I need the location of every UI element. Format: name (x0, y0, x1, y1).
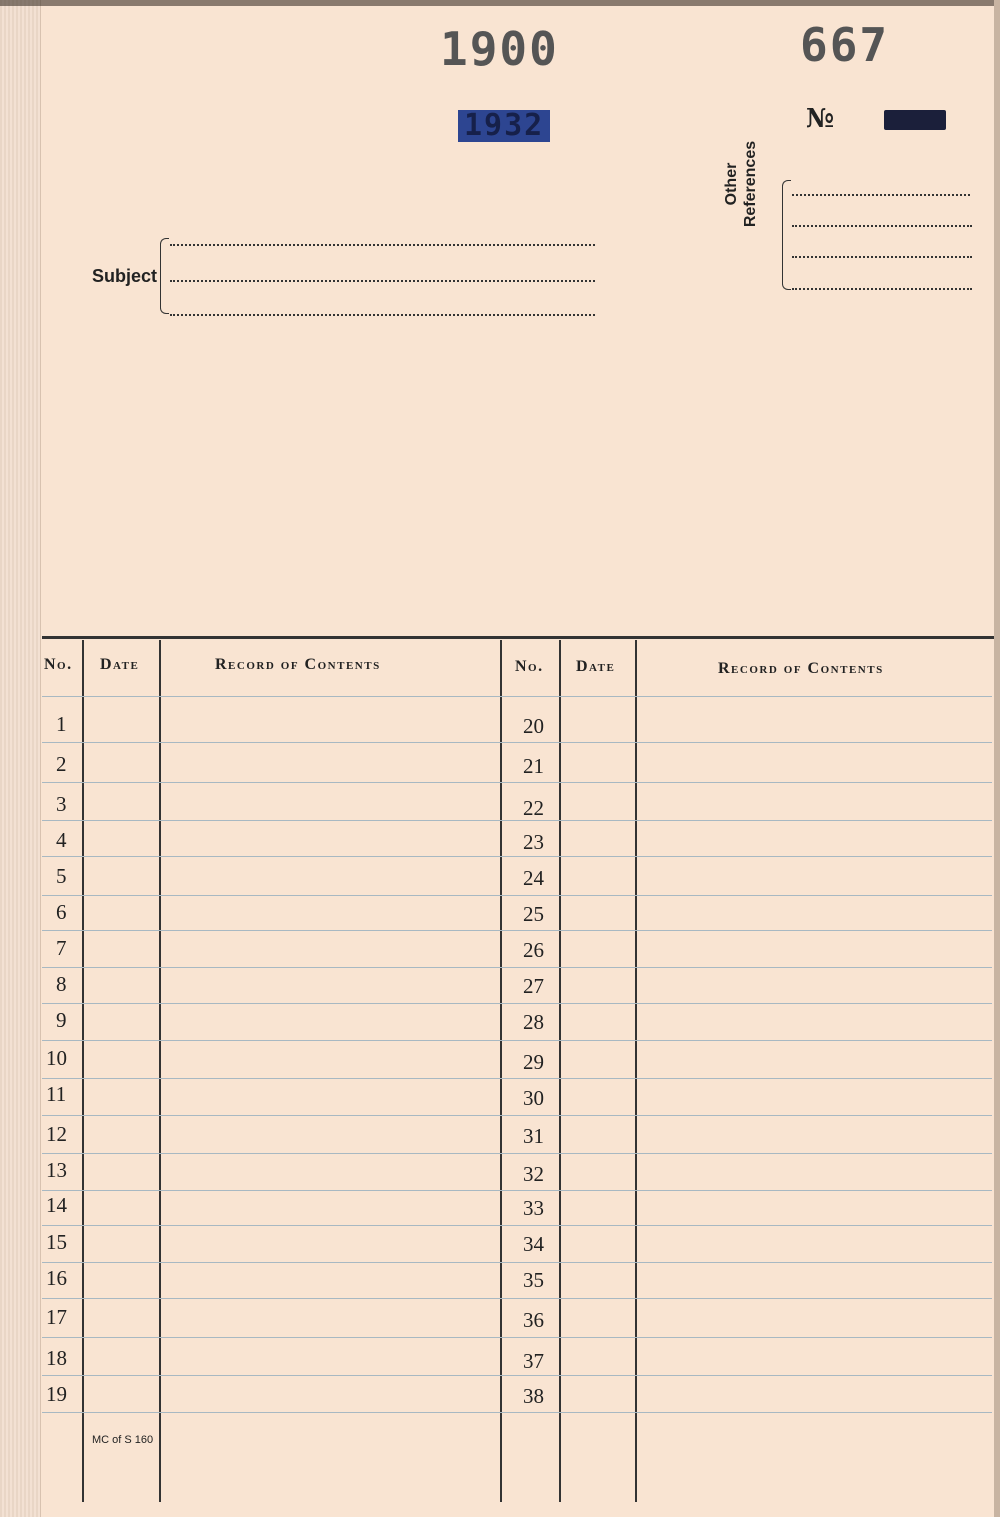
table-row-rule (42, 742, 992, 743)
table-row-rule (42, 1115, 992, 1116)
other-references-line2: References (742, 140, 759, 228)
right-row-number: 27 (523, 974, 544, 998)
right-row-number: 23 (523, 830, 544, 854)
left-row-number: 12 (46, 1122, 67, 1146)
left-row-number: 19 (46, 1382, 67, 1406)
col-divider-2 (159, 640, 161, 1502)
other-ref-line-3[interactable] (792, 256, 972, 258)
left-row-number: 16 (46, 1266, 67, 1290)
right-row-number: 30 (523, 1086, 544, 1110)
table-row-rule (42, 820, 992, 821)
stamp-year-top: 1900 (440, 22, 559, 76)
other-ref-line-4[interactable] (792, 288, 972, 290)
form-code: MC of S 160 (92, 1434, 154, 1446)
col-divider-5 (635, 640, 637, 1502)
right-row-number: 21 (523, 754, 544, 778)
table-row-rule (42, 1375, 992, 1376)
left-row-number: 15 (46, 1230, 67, 1254)
table-top-rule (42, 636, 994, 639)
left-row-number: 3 (56, 792, 67, 816)
binding-spine (0, 0, 41, 1517)
other-references-label (722, 136, 760, 232)
top-edge (0, 0, 1000, 6)
redacted-number (884, 110, 946, 130)
col-divider-3 (500, 640, 502, 1502)
left-row-number: 8 (56, 972, 67, 996)
right-row-number: 38 (523, 1384, 544, 1408)
left-row-number: 14 (46, 1193, 67, 1217)
subject-line-1[interactable] (170, 244, 595, 246)
left-row-number: 5 (56, 864, 67, 888)
right-row-number: 26 (523, 938, 544, 962)
left-contents-header: Record of Contents (215, 656, 381, 673)
table-row-rule (42, 1225, 992, 1226)
left-no-header: No. (44, 656, 73, 673)
table-row-rule (42, 1262, 992, 1263)
right-date-header: Date (576, 658, 616, 675)
right-row-number: 36 (523, 1308, 544, 1332)
left-row-number: 11 (46, 1082, 67, 1106)
subject-label: Subject (92, 266, 158, 286)
right-row-number: 33 (523, 1196, 544, 1220)
table-row-rule (42, 895, 992, 896)
left-row-number: 17 (46, 1305, 67, 1329)
stamp-year-right: 667 (800, 18, 890, 72)
other-references-brace (782, 180, 791, 290)
right-edge (994, 0, 1000, 1517)
left-row-number: 4 (56, 828, 67, 852)
right-contents-header: Record of Contents (718, 660, 884, 677)
table-row-rule (42, 1190, 992, 1191)
subject-line-3[interactable] (170, 314, 595, 316)
right-row-number: 20 (523, 714, 544, 738)
right-row-number: 28 (523, 1010, 544, 1034)
right-no-header: No. (515, 658, 544, 675)
table-row-rule (42, 1298, 992, 1299)
stamp-year-mid: 1932 (458, 110, 550, 142)
left-row-number: 18 (46, 1346, 67, 1370)
table-row-rule (42, 1153, 992, 1154)
right-row-number: 25 (523, 902, 544, 926)
table-row-rule (42, 1337, 992, 1338)
table-row-rule (42, 967, 992, 968)
right-row-number: 35 (523, 1268, 544, 1292)
subject-brace (160, 238, 169, 314)
table-row-rule (42, 1078, 992, 1079)
table-row-rule (42, 856, 992, 857)
file-number-label: № (806, 104, 835, 134)
left-row-number: 2 (56, 752, 67, 776)
left-row-number: 13 (46, 1158, 67, 1182)
col-divider-4 (559, 640, 561, 1502)
left-row-number: 7 (56, 936, 67, 960)
left-row-number: 10 (46, 1046, 67, 1070)
left-row-number: 9 (56, 1008, 67, 1032)
right-row-number: 29 (523, 1050, 544, 1074)
left-date-header: Date (100, 656, 140, 673)
table-row-rule (42, 930, 992, 931)
subject-line-2[interactable] (170, 280, 595, 282)
table-row-rule (42, 1040, 992, 1041)
table-row-rule (42, 1003, 992, 1004)
right-row-number: 22 (523, 796, 544, 820)
table-row-rule (42, 1412, 992, 1413)
right-row-number: 24 (523, 866, 544, 890)
left-row-number: 1 (56, 712, 67, 736)
other-ref-line-1[interactable] (792, 194, 970, 196)
table-row-rule (42, 782, 992, 783)
col-divider-1 (82, 640, 84, 1502)
right-row-number: 32 (523, 1162, 544, 1186)
table-row-rule (42, 696, 992, 697)
right-row-number: 37 (523, 1349, 544, 1373)
left-row-number: 6 (56, 900, 67, 924)
other-references-line1: Other (723, 162, 740, 206)
right-row-number: 34 (523, 1232, 544, 1256)
right-row-number: 31 (523, 1124, 544, 1148)
other-ref-line-2[interactable] (792, 225, 972, 227)
